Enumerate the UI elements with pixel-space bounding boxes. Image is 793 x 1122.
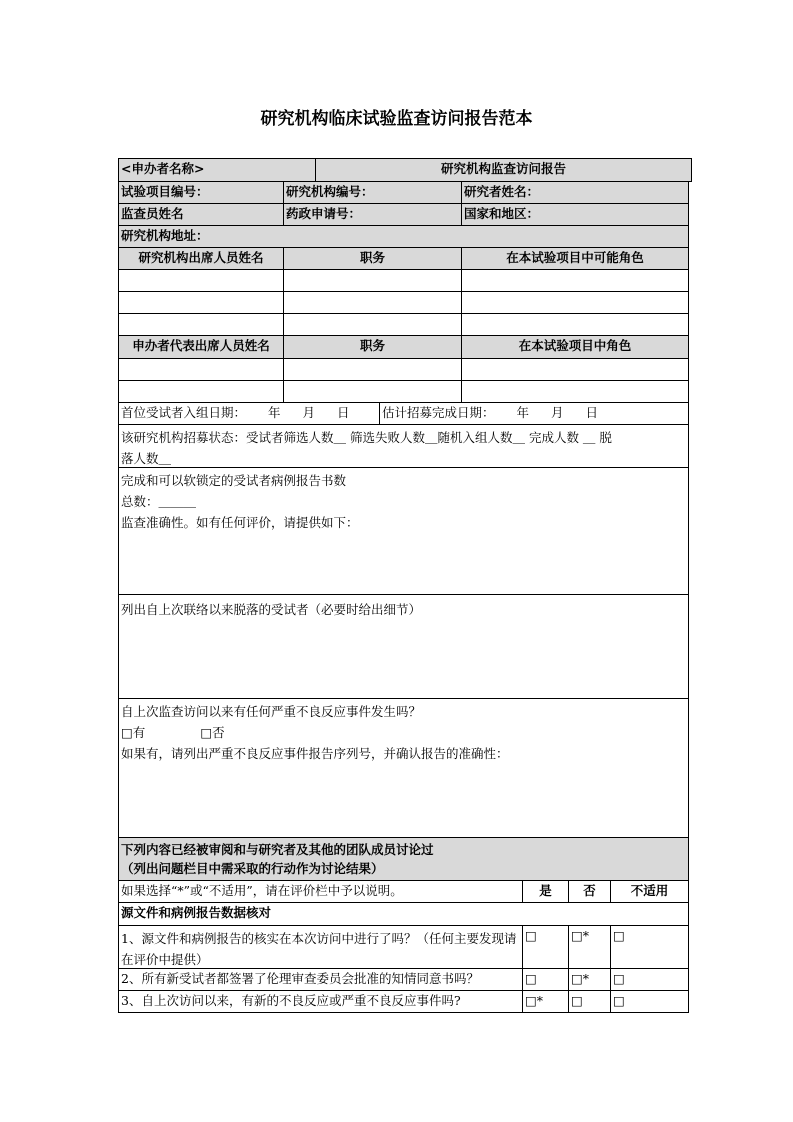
- monitor-name-cell: 监查员姓名: [118, 203, 284, 226]
- recruitment-status-line1: 该研究机构招募状态：受试者筛选人数＿ 筛选失败人数＿随机入组人数＿ 完成人数 ＿ 脱: [121, 430, 612, 445]
- day-label: 日: [337, 405, 350, 420]
- year-label: 年: [516, 405, 530, 420]
- question-1-yes-checkbox[interactable]: □: [522, 925, 569, 969]
- question-3-na-checkbox[interactable]: □: [610, 990, 689, 1013]
- dropouts-label: 列出自上次联络以来脱落的受试者（必要时给出细节）: [121, 602, 422, 617]
- country-region-cell: 国家和地区：: [461, 203, 689, 226]
- dropouts-section[interactable]: [118, 594, 689, 699]
- site-staff-name-input[interactable]: [118, 291, 284, 314]
- question-1-no-checkbox[interactable]: □*: [568, 925, 611, 969]
- sponsor-staff-title-input[interactable]: [283, 358, 462, 381]
- estimated-completion-label: 估计招募完成日期：: [382, 405, 495, 420]
- sponsor-staff-name-input[interactable]: [118, 380, 284, 403]
- crf-section[interactable]: [118, 467, 689, 595]
- month-label: 月: [551, 405, 564, 420]
- sponsor-staff-role-input[interactable]: [461, 380, 689, 403]
- year-label: 年: [268, 405, 281, 420]
- day-label: 日: [585, 405, 599, 420]
- review-header-line2: （列出问题栏目中需采取的行动作为讨论结果）: [121, 861, 384, 876]
- sponsor-name-cell: <申办者名称>: [118, 158, 316, 182]
- question-3-no-checkbox[interactable]: □: [568, 990, 611, 1013]
- sponsor-staff-title-input[interactable]: [283, 380, 462, 403]
- sponsor-staff-title-header: 职务: [283, 335, 462, 359]
- recruitment-status-cell[interactable]: [118, 424, 689, 468]
- site-staff-role-input[interactable]: [461, 269, 689, 292]
- month-label: 月: [302, 405, 316, 420]
- site-staff-name-input[interactable]: [118, 269, 284, 292]
- site-staff-role-input[interactable]: [461, 313, 689, 336]
- sae-section[interactable]: [118, 698, 689, 838]
- yes-column-header: 是: [522, 880, 569, 903]
- question-3-yes-checkbox[interactable]: □*: [522, 990, 569, 1013]
- site-staff-title-input[interactable]: [283, 291, 462, 314]
- site-staff-role-header: 在本试验项目中可能角色: [461, 247, 689, 270]
- question-1: 1、源文件和病例报告的核实在本次访问中进行了吗？（任何主要发现请在评价中提供）: [118, 925, 523, 969]
- question-2-na-checkbox[interactable]: □: [610, 968, 689, 991]
- crf-total-label: 总数：＿＿＿: [121, 494, 197, 509]
- sponsor-staff-name-input[interactable]: [118, 358, 284, 381]
- site-staff-title-header: 职务: [283, 247, 462, 270]
- crf-count-label: 完成和可以软锁定的受试者病例报告书数: [121, 473, 347, 488]
- options-instruction: 如果选择“*”或“不适用”，请在评价栏中予以说明。: [118, 880, 523, 903]
- site-staff-role-input[interactable]: [461, 291, 689, 314]
- sae-no-checkbox[interactable]: □否: [200, 725, 225, 740]
- review-header-line1: 下列内容已经被审阅和与研究者及其他的团队成员讨论过: [121, 842, 434, 857]
- site-staff-name-header: 研究机构出席人员姓名: [118, 247, 284, 270]
- first-subject-date-label: 首位受试者入组日期：: [121, 405, 247, 420]
- trial-number-cell: 试验项目编号：: [118, 181, 284, 204]
- question-2: 2、所有新受试者都签署了伦理审查委员会批准的知情同意书吗？: [118, 968, 523, 991]
- first-subject-date-cell[interactable]: [118, 402, 380, 425]
- question-2-yes-checkbox[interactable]: □: [522, 968, 569, 991]
- question-3: 3、自上次访问以来，有新的不良反应或严重不良反应事件吗?: [118, 990, 523, 1013]
- site-staff-title-input[interactable]: [283, 313, 462, 336]
- sae-yes-checkbox[interactable]: □有: [121, 725, 146, 740]
- question-2-no-checkbox[interactable]: □*: [568, 968, 611, 991]
- page-title: 研究机构临床试验监查访问报告范本: [260, 109, 533, 129]
- estimated-completion-date-cell[interactable]: [379, 402, 689, 425]
- site-staff-name-input[interactable]: [118, 313, 284, 336]
- ind-number-cell: 药政申请号：: [283, 203, 462, 226]
- sponsor-staff-role-header: 在本试验项目中角色: [461, 335, 689, 359]
- source-data-verification-heading: 源文件和病例报告数据核对: [118, 902, 689, 926]
- question-1-na-checkbox[interactable]: □: [610, 925, 689, 969]
- report-name-cell: 研究机构监查访问报告: [315, 158, 692, 182]
- sae-question: 自上次监查访问以来有任何严重不良反应事件发生吗？: [121, 704, 422, 719]
- na-column-header: 不适用: [610, 880, 689, 903]
- site-number-cell: 研究机构编号：: [283, 181, 462, 204]
- sae-followup-label: 如果有，请列出严重不良反应事件报告序列号，并确认报告的准确性：: [121, 746, 509, 761]
- investigator-name-cell: 研究者姓名：: [461, 181, 689, 204]
- no-column-header: 否: [568, 880, 611, 903]
- monitoring-accuracy-label: 监查准确性。如有任何评价，请提供如下：: [121, 515, 359, 530]
- recruitment-status-line2: 落人数＿: [121, 451, 172, 466]
- review-header: [118, 837, 689, 881]
- site-staff-title-input[interactable]: [283, 269, 462, 292]
- sponsor-staff-role-input[interactable]: [461, 358, 689, 381]
- sponsor-staff-name-header: 申办者代表出席人员姓名: [118, 335, 284, 359]
- site-address-cell: 研究机构地址：: [118, 225, 689, 248]
